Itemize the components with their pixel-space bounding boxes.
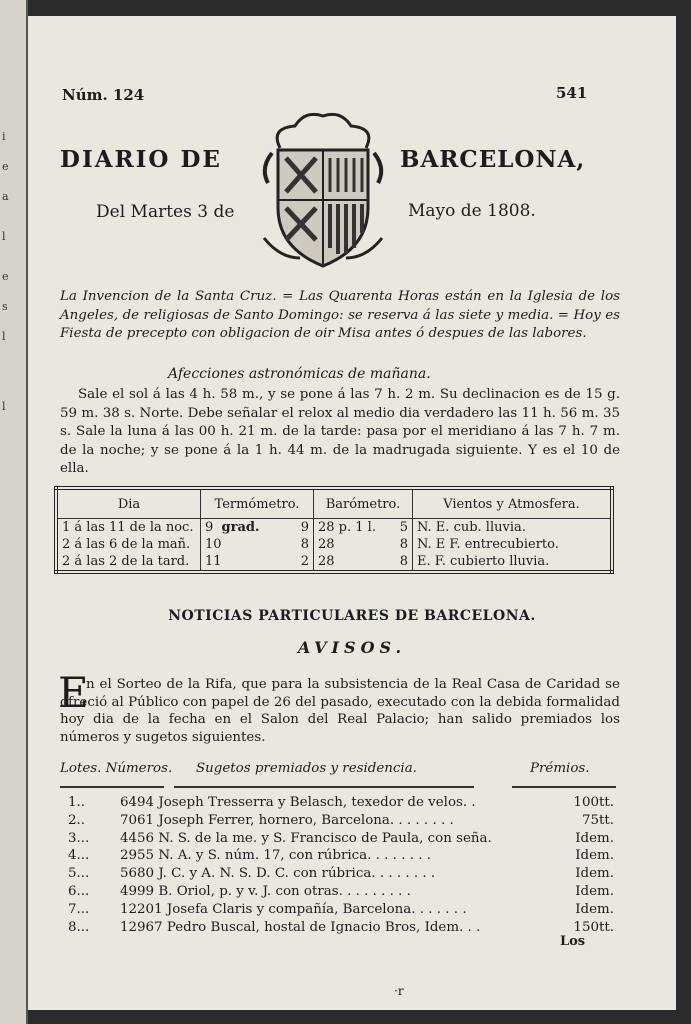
masthead-title-right: BARCELONA, [400,146,586,173]
list-item: 7... 12201 Josefa Claris y compañía, Barcelona. . . . . . . Idem. [68,901,614,917]
cell-winds: N. E F. entrecubierto. [417,537,559,552]
table-row [56,553,612,572]
lots-header-prizes: Prémios. [530,761,590,776]
date-left: Del Martes 3 de [96,202,235,222]
list-item: 2.. 7061 Joseph Ferrer, hornero, Barcelona. . . . . . . . 75tt. [68,812,614,828]
lots-list [60,794,620,936]
drop-cap: E [58,668,89,717]
table-row [56,536,612,553]
cell-barometer: 28 8 [314,553,413,572]
cell-day: 2 á las 2 de la tard. [56,553,201,572]
catchword: Los [560,934,586,949]
bottom-mark: ·r [394,984,404,998]
divider [174,786,474,788]
list-item: 6... 4999 B. Oriol, p. y v. J. con otras. . . . . . . . . Idem. [68,883,614,899]
astronomy-paragraph: Sale el sol á las 4 h. 58 m., y se pone á las 7 h. 2 m. Su declinacion es de 15 g. 59 m. 38 s. Norte. Debe señalar el relox al medio dia verdadero las 11 h. 56 m. 35 s. Sale la luna á las 00 h. 21 m. de la tarde: pasa por el meridiano á las 7 h. 7 m. de la noche; y se pone á la 1 h. 44 m. de la madrugada siguiente. Y es el 10 de ella. [60,387,620,476]
list-item: 4... 2955 N. A. y S. núm. 17, con rúbrica. . . . . . . . Idem. [68,848,614,864]
column-header-thermometer: Termómetro. [201,488,314,519]
cell-barometer: 28 8 [314,536,413,553]
page-number: 541 [556,84,588,102]
cell-day: 2 á las 6 de la mañ. [56,536,201,553]
weather-table [54,486,614,574]
divider [512,786,616,788]
cell-barometer: 28 p. 1 l. 5 [314,519,413,537]
cell-day: 1 á las 11 de la noc. [56,519,201,537]
cell-thermometer: 11 2 [201,553,314,572]
list-item: 1.. 6494 Joseph Tresserra y Belasch, texedor de velos. . 100tt. [68,795,614,810]
table-row [56,519,612,537]
cell-thermometer: 10 8 [201,536,314,553]
divider [60,786,164,788]
intro-paragraph: La Invencion de la Santa Cruz. = Las Quarenta Horas están en la Iglesia de los Angeles, de religiosas de Santo Domingo: se reserva á las siete y media. = Hoy es Fiesta de precepto con obligacion de oir Misa antes ó despues de las labores. [60,289,620,341]
section-title: NOTICIAS PARTICULARES DE BARCELONA. [168,608,536,624]
cell-winds: N. E. cub. lluvia. [417,520,526,535]
coat-of-arms-icon [250,108,396,278]
notice-body: de Caridad se ofreció al Público con papel de 26 del pasado, executado con la debida formalidad hoy dia de la fecha en el Salon del Real Palacio; han salido premiados los números y sugetos siguientes. [60,677,620,745]
column-header-day: Dia [56,488,201,519]
lottery-notice [60,676,620,746]
lots-header-numbers: Lotes. Números. [60,761,173,776]
notice-first-line: n el Sorteo de la Rifa, que para la subsistencia de la Real Casa [86,677,520,692]
cell-thermometer: 9 grad. 9 [201,519,314,537]
date-right: Mayo de 1808. [408,201,536,221]
column-header-barometer: Barómetro. [314,488,413,519]
avisos-heading: AVISOS. [297,638,407,657]
newspaper-page [28,16,676,1010]
list-item: 8... 12967 Pedro Buscal, hostal de Ignacio Bros, Idem. . . 150tt. [68,919,614,935]
astronomy-heading: Afecciones astronómicas de mañana. [168,366,431,382]
adjacent-page-edge: i e a l e s l l [0,0,28,1024]
list-item: 5... 5680 J. C. y A. N. S. D. C. con rúbrica. . . . . . . . Idem. [68,866,614,882]
cell-winds: E. F. cubierto lluvia. [417,554,550,569]
masthead-title-left: DIARIO DE [60,146,222,173]
issue-number: Núm. 124 [62,86,145,104]
list-item: 3... 4456 N. S. de la me. y S. Francisco de Paula, con seña. Idem. [68,830,614,846]
lots-header-subjects: Sugetos premiados y residencia. [196,761,417,776]
weather-table-header [56,488,612,519]
column-header-winds: Vientos y Atmosfera. [413,488,613,519]
